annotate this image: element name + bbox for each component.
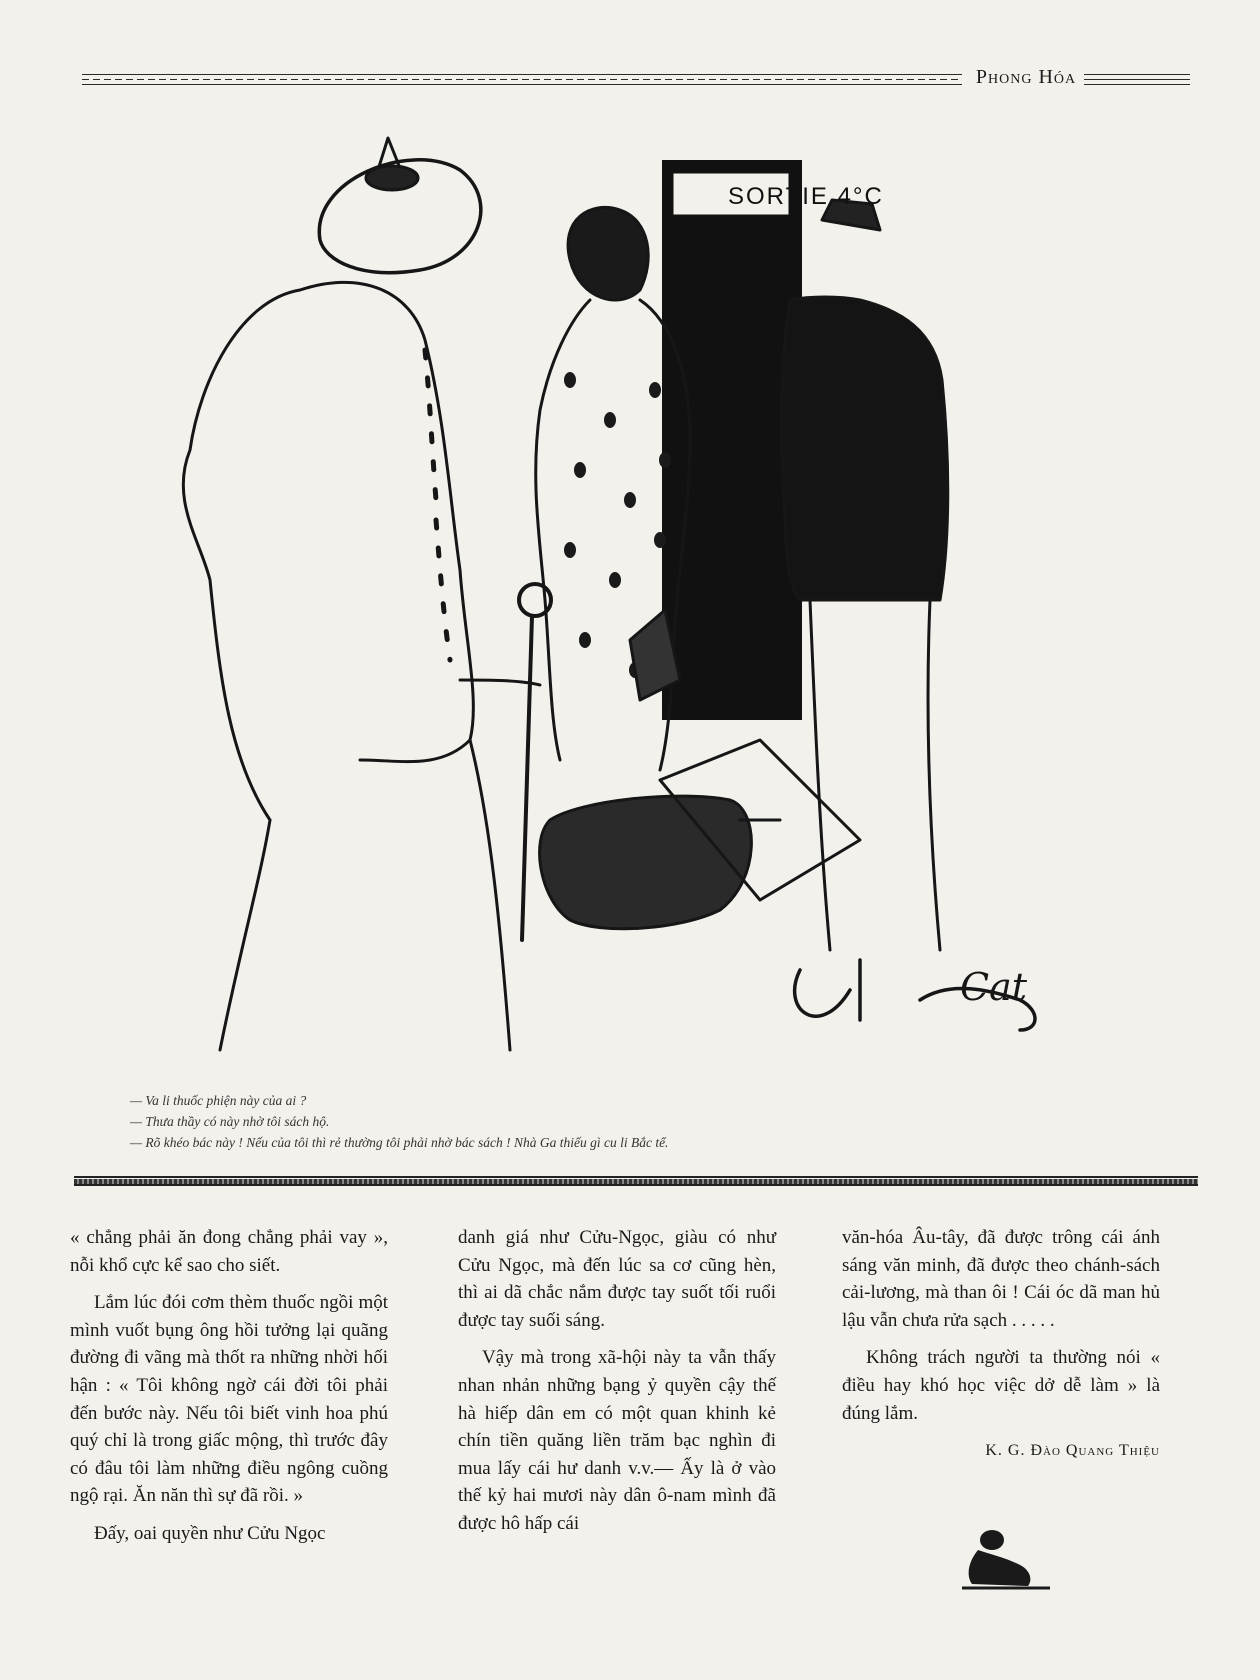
section-divider: [74, 1176, 1198, 1186]
author-signature: [842, 1437, 1160, 1465]
caption-line: — Va li thuốc phiện này của ai ?: [130, 1093, 307, 1108]
open-suitcase-tray: [540, 796, 752, 929]
article-paragraph: Không trách người ta thường nói « điều hay khó học việc dở dễ làm » là đúng lắm.: [842, 1347, 1160, 1424]
caption-line: — Rõ khéo bác này ! Nếu của tôi thì rẻ thường tôi phải nhờ bác sách ! Nhà Ga thiếu gì cu li Bắc tể.: [130, 1135, 669, 1150]
caption-line: — Thưa thầy có này nhờ tôi sách hộ.: [130, 1114, 330, 1129]
artist-signature: Cat: [960, 965, 1028, 1009]
header-rule-right: [1084, 72, 1190, 86]
header-rule-left: [82, 72, 962, 86]
sleeping-figure-vignette: [958, 1528, 1054, 1592]
masthead-title: Phong Hóa: [975, 66, 1077, 88]
author-initials: K. G.: [985, 1442, 1026, 1460]
article-paragraph: văn-hóa Âu-tây, đã được trông cái ánh sáng văn minh, đã được theo chánh-sách cải-lương, mà than ôi ! Cái óc dã man hủ lậu vẫn chưa rửa sạch . . . . .: [842, 1227, 1160, 1331]
article-paragraph: Đấy, oai quyền như Cửu Ngọc: [94, 1522, 326, 1544]
page-header: [82, 66, 1190, 96]
article-paragraph: « chẳng phải ăn đong chẳng phải vay », nỗi khổ cực kể sao cho siết.: [70, 1227, 388, 1276]
article-paragraph: Vậy mà trong xã-hội này ta vẫn thấy nhan nhản những bạng ỷ quyền cậy thế hà hiếp dân em có một quan khinh kẻ chín tiền quăng liền trăm bạc nghìn đi mua lấy cái hư danh v.v.— Ấy là ở vào thế kỷ hai mươi này dân ô-nam mình đã được hô hấp cái: [458, 1347, 776, 1534]
article-paragraph: Lắm lúc đói cơm thèm thuốc ngồi một mình vuốt bụng ông hồi tưởng lại quãng đường đi vãng mà thốt ra những nhời hối hận : « Tôi không ngờ cái đời tôi phải đến bước này. Nếu tôi biết vinh hoa phú quý chỉ là trong giấc mộng, thì trước đây có đâu tôi làm những điều ngông cuồng ngộ rại. Ăn năn thì sự đã rồi. »: [70, 1292, 388, 1507]
article-column-3: [842, 1224, 1160, 1465]
article-column-1: [70, 1224, 388, 1558]
exit-sign-text: SORTIE 4°C: [728, 183, 884, 210]
cartoon-caption: [130, 1090, 1130, 1153]
walking-cane: [522, 616, 532, 940]
old-man-robe: [183, 282, 473, 820]
old-man-robe-hem: [220, 740, 510, 1050]
article-paragraph: danh giá như Cửu-Ngọc, giàu có như Cửu Ngọc, mà đến lúc sa cơ cũng hèn, thì ai dã chắc nắm được tay suốt tối ruổi được tay suối sáng.: [458, 1227, 776, 1331]
man-trousers: [810, 600, 940, 950]
man-jacket: [782, 297, 948, 600]
article-column-2: [458, 1224, 776, 1548]
cartoon-illustration: [160, 120, 1140, 1080]
author-name: Đào Quang Thiệu: [1030, 1442, 1160, 1460]
hat-crown: [366, 166, 418, 190]
woman-hair: [568, 207, 648, 300]
